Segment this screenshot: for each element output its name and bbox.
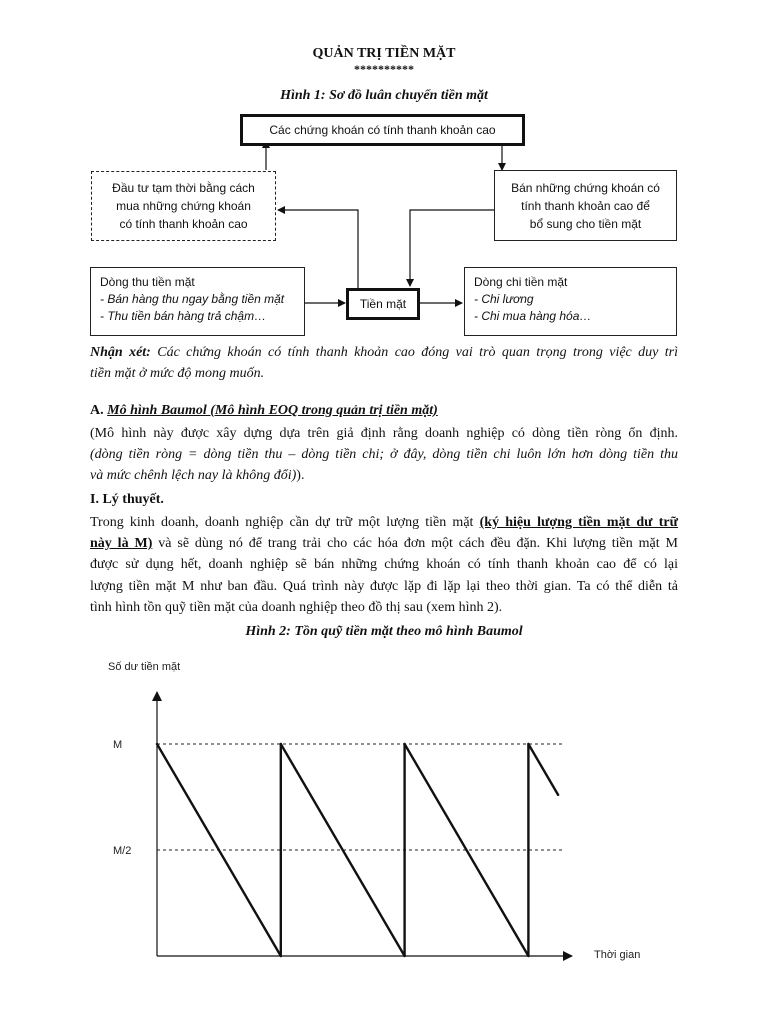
- section-i-line-5: tình hình tồn quỹ tiền mặt của doanh nghiệp theo đồ thị sau (xem hình 2).: [90, 599, 503, 615]
- remark-label: Nhận xét:: [90, 345, 151, 360]
- section-a-title: Mô hình Baumol (Mô hình EOQ trong quản trị tiền mặt): [107, 403, 438, 418]
- section-a-prefix: A.: [90, 403, 108, 418]
- section-i-line-2b: và sẽ dùng nó để trang trải cho các hóa đơn một cách đều đặn. Khi lượng tiền mặt M: [152, 536, 678, 552]
- section-a-line-1: (Mô hình này được xây dựng dựa trên giả định rằng doanh nghiệp có dòng tiền ròng ổn định.: [90, 426, 678, 441]
- section-a-line-3-end: ).: [296, 468, 305, 484]
- outflow-box: [464, 267, 677, 336]
- section-i-line-2a: này là M): [90, 536, 153, 552]
- invest-line-1: Đầu tư tạm thời bằng cách: [112, 181, 255, 195]
- outflow-title: Dòng chi tiền mặt: [474, 275, 568, 289]
- remark-line-2: tiền mặt ở mức độ mong muốn.: [90, 366, 265, 382]
- section-i-paragraph: [90, 512, 678, 618]
- x-axis-label: Thời gian: [594, 949, 641, 961]
- y-tick-label-0: M: [113, 739, 123, 751]
- baumol-chart: [0, 650, 768, 980]
- y-axis-label: Số dư tiền mặt: [108, 661, 181, 673]
- figure-2-caption: Hình 2: Tồn quỹ tiền mặt theo mô hình Baumol: [245, 624, 523, 639]
- section-i-heading: I. Lý thuyết.: [90, 492, 164, 507]
- inflow-item-1: - Bán hàng thu ngay bằng tiền mặt: [100, 292, 285, 306]
- section-i-line-4: lượng tiền mặt M như ban đầu. Quá trình này được lặp đi lặp lại theo thời gian. Ta có thể diễn tả: [90, 578, 678, 594]
- securities-box: [240, 114, 525, 146]
- remark-line-1: Các chứng khoán có tính thanh khoản cao đóng vai trò quan trọng trong việc duy trì: [150, 345, 678, 360]
- series-segment-0-6: [528, 744, 558, 795]
- section-i-line-3: được sử dụng hết, doanh nghiệp sẽ bán những chứng khoán có tính thanh khoản cao để có lại: [90, 557, 678, 573]
- title-separator: **********: [354, 62, 414, 76]
- figure-1-caption: Hình 1: Sơ đồ luân chuyển tiền mặt: [280, 88, 488, 103]
- securities-label: Các chứng khoán có tính thanh khoản cao: [269, 123, 496, 137]
- cash-box: [346, 288, 420, 320]
- cash-label: Tiền mặt: [359, 297, 407, 311]
- section-a-line-3: và mức chênh lệch nay là không đổi): [90, 468, 297, 484]
- sell-box: [494, 170, 677, 241]
- section-i-line-1b: (ký hiệu lượng tiền mặt dư trữ: [479, 515, 679, 530]
- inflow-box: [90, 267, 305, 336]
- document-title: QUẢN TRỊ TIỀN MẶT: [312, 46, 456, 61]
- inflow-item-2: - Thu tiền bán hàng trả chậm…: [100, 309, 267, 323]
- outflow-item-2: - Chi mua hàng hóa…: [474, 309, 592, 323]
- sell-line-1: Bán những chứng khoán có: [511, 180, 660, 195]
- sell-line-3: bổ sung cho tiền mặt: [529, 216, 642, 231]
- remark-paragraph: [90, 342, 678, 384]
- section-i-line-1a: Trong kinh doanh, doanh nghiệp cần dự trữ một lượng tiền mặt: [90, 515, 480, 530]
- section-a-line-2: (dòng tiền ròng = dòng tiền thu – dòng tiền chi; ở đây, dòng tiền chi luôn lớn hơn dòng tiền thu: [90, 447, 678, 463]
- section-a-paragraph: [90, 423, 678, 487]
- sell-line-2: tính thanh khoản cao để: [521, 198, 650, 213]
- invest-box: [91, 171, 276, 241]
- section-a-heading: [90, 403, 438, 419]
- inflow-title: Dòng thu tiền mặt: [100, 275, 195, 289]
- y-tick-label-1: M/2: [113, 845, 132, 857]
- invest-line-3: có tính thanh khoản cao: [119, 217, 248, 231]
- outflow-item-1: - Chi lương: [474, 292, 534, 306]
- invest-line-2: mua những chứng khoán: [116, 199, 251, 213]
